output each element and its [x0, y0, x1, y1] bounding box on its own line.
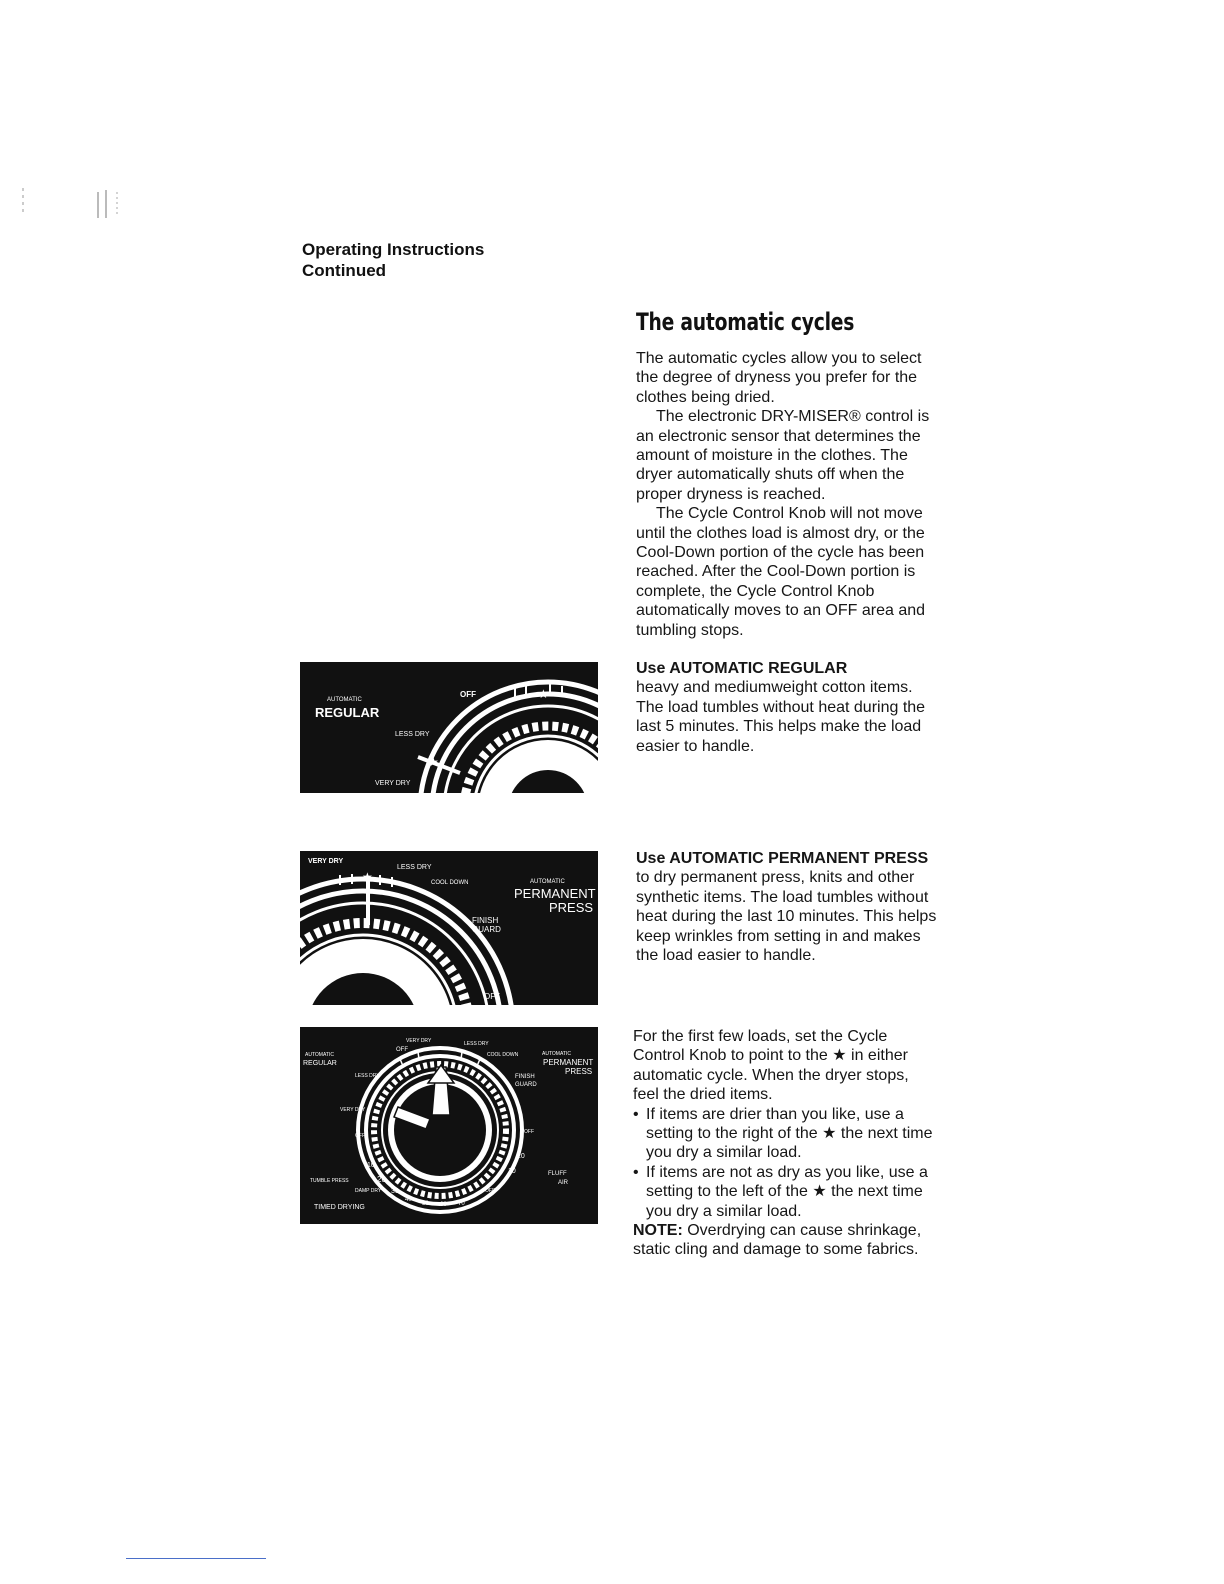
- full-dial-regular: REGULAR: [303, 1060, 337, 1067]
- full-dial-60: 60: [440, 1202, 447, 1208]
- permanent-dial-illustration: [300, 851, 598, 1005]
- intro-paragraph-1: The automatic cycles allow you to select the degree of dryness you prefer for the clothes being dried.: [636, 350, 922, 406]
- section-header-line2: Continued: [302, 261, 387, 280]
- regular-dial-off: OFF: [460, 690, 476, 699]
- footer-rule: [126, 1558, 266, 1559]
- full-dial-off-top: OFF: [396, 1047, 408, 1053]
- permanent-dial-star: ★: [362, 870, 373, 884]
- full-dial-illustration: [300, 1027, 598, 1224]
- full-dial-finish: FINISH: [515, 1074, 535, 1080]
- regular-dial-very-dry: VERY DRY: [375, 780, 411, 787]
- permanent-dial-press: PRESS: [549, 900, 594, 915]
- full-dial-10-right: 10: [508, 1168, 516, 1175]
- full-dial-automatic-right: AUTOMATIC: [542, 1051, 571, 1057]
- full-dial-air: AIR: [558, 1180, 569, 1186]
- regular-dial-automatic: AUTOMATIC: [327, 697, 362, 703]
- full-dial-less-dry-left: LESS DRY: [355, 1073, 380, 1079]
- permanent-dial-finish: FINISH: [472, 916, 499, 925]
- full-dial-20-right: 20: [517, 1153, 525, 1160]
- full-dial-very-dry-left: VERY DRY: [340, 1107, 366, 1113]
- full-dial-very-dry: VERY DRY: [406, 1038, 432, 1044]
- full-dial-40: 40: [405, 1197, 412, 1203]
- permanent-dial-guard: GUARD: [472, 925, 501, 934]
- note-text: Overdrying can cause shrinkage, static cling and damage to some fabrics.: [633, 1222, 922, 1259]
- regular-dial-star-pointer: ★: [428, 755, 439, 769]
- permanent-dial-permanent: PERMANENT: [514, 886, 596, 901]
- scan-marks: [20, 186, 130, 220]
- permanent-dial-less-dry: LESS DRY: [397, 864, 432, 871]
- full-dial-permanent: PERMANENT: [543, 1058, 594, 1067]
- note-label: NOTE:: [633, 1222, 683, 1240]
- permanent-dial-cool-down: COOL DOWN: [431, 880, 469, 886]
- permanent-dial-very-dry: VERY DRY: [308, 858, 344, 865]
- full-dial-off-bottom: OFF: [485, 1188, 495, 1194]
- full-dial-tumble-press: TUMBLE PRESS: [310, 1178, 349, 1184]
- full-dial-automatic-left: AUTOMATIC: [305, 1052, 334, 1058]
- regular-text: heavy and mediumweight cotton items. The load tumbles without heat during the last 5 minutes. This helps make the load easier to handle.: [636, 679, 926, 755]
- intro-paragraph-3: The Cycle Control Knob will not move until the clothes load is almost dry, or the Cool-Down portion of the cycle has been reached. After the Cool-Down portion is complete, the Cycle Control Knob automatically moves to an OFF area and tumbling stops.: [636, 505, 926, 639]
- permanent-text: to dry permanent press, knits and other synthetic items. The load tumbles without heat during the last 10 minutes. This helps keep wrinkles from setting in and makes the load easier to handle.: [636, 869, 937, 965]
- full-dial-off-right: OFF: [524, 1129, 534, 1135]
- page-title: The automatic cycles: [636, 308, 855, 336]
- full-dial-70: 70: [458, 1201, 465, 1207]
- regular-dial-illustration: [300, 662, 598, 793]
- regular-dial-star: ★: [538, 687, 549, 701]
- full-dial-20-left: 20: [377, 1175, 386, 1184]
- regular-section: [636, 659, 941, 756]
- section-header-line1: Operating Instructions: [302, 240, 485, 259]
- full-dial-30: 30: [391, 1188, 399, 1195]
- full-dial-fluff: FLUFF: [548, 1171, 567, 1177]
- intro-paragraph-2: The electronic DRY-MISER® control is an electronic sensor that determines the amount of moisture in the clothes. The dryer automatically shuts off when the proper dryness is reached.: [636, 408, 930, 503]
- intro-text: [636, 349, 941, 640]
- full-dial-less-dry-top: LESS DRY: [464, 1041, 489, 1047]
- first-loads-text: For the first few loads, set the Cycle Control Knob to point to the ★ in either automatic cycle. When the dryer stops, feel the dried items.: [633, 1028, 909, 1104]
- full-dial-guard: GUARD: [515, 1082, 537, 1088]
- full-dial-timed-drying: TIMED DRYING: [314, 1204, 365, 1211]
- full-dial-cool-down: COOL DOWN: [487, 1052, 519, 1058]
- section-header: [302, 239, 484, 281]
- full-dial-10-left: 10: [367, 1162, 375, 1169]
- regular-dial-less-dry: LESS DRY: [395, 731, 430, 738]
- dryness-bullets: [633, 1105, 938, 1221]
- bullet-item: • If items are drier than you like, use a setting to the right of the ★ the next time you dry a similar load.: [633, 1105, 938, 1163]
- bullet-item: • If items are not as dry as you like, use a setting to the left of the ★ the next time you dry a similar load.: [633, 1163, 938, 1221]
- permanent-dial-automatic: AUTOMATIC: [530, 879, 565, 885]
- permanent-section: [636, 849, 941, 965]
- regular-dial-regular: REGULAR: [315, 705, 380, 720]
- first-loads-section: [633, 1027, 938, 1260]
- permanent-heading: Use AUTOMATIC PERMANENT PRESS: [636, 850, 929, 867]
- full-dial-50: 50: [422, 1201, 429, 1207]
- full-dial-off-left: OFF: [355, 1133, 365, 1139]
- full-dial-damp-dry: DAMP DRY: [355, 1188, 382, 1194]
- regular-heading: Use AUTOMATIC REGULAR: [636, 660, 848, 677]
- permanent-dial-off: OFF: [484, 992, 500, 1001]
- full-dial-press: PRESS: [565, 1067, 593, 1076]
